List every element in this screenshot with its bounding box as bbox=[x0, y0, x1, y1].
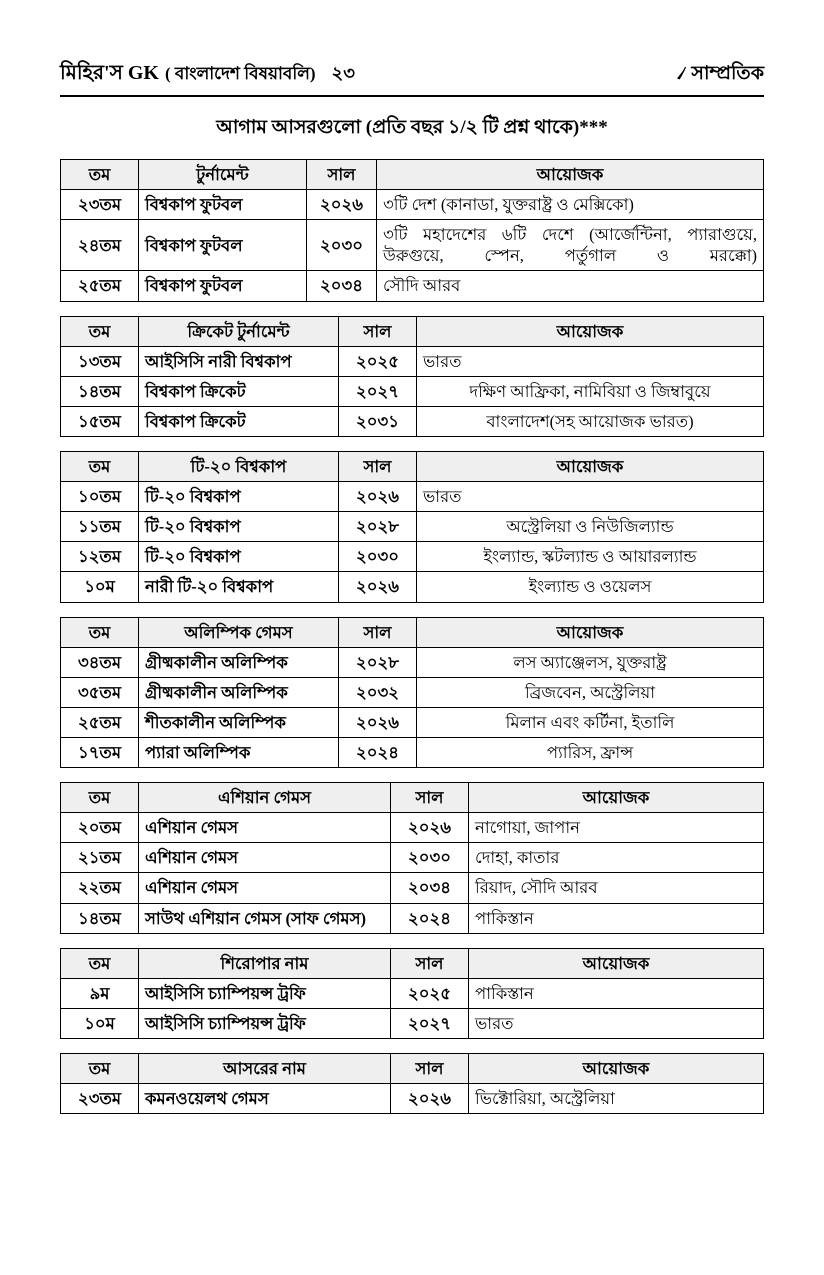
cell-name: এশিয়ান গেমস bbox=[139, 843, 391, 873]
table-t20 bbox=[60, 451, 764, 603]
table-cricket bbox=[60, 316, 764, 437]
col-header-host: আয়োজক bbox=[417, 451, 764, 481]
cell-year: ২০৩০ bbox=[391, 843, 469, 873]
col-header-name: অলিম্পিক গেমস bbox=[139, 617, 339, 647]
table-asian-games bbox=[60, 782, 764, 934]
cell-num: ১১তম bbox=[61, 512, 139, 542]
table-header-row bbox=[61, 1053, 764, 1083]
cell-year: ২০৩২ bbox=[339, 677, 417, 707]
table-row bbox=[61, 647, 764, 677]
cell-year: ২০৩৪ bbox=[391, 873, 469, 903]
cell-num: ২৫তম bbox=[61, 271, 139, 301]
table-header-row bbox=[61, 783, 764, 813]
cell-num: ৩৪তম bbox=[61, 647, 139, 677]
page-title: আগাম আসরগুলো (প্রতি বছর ১/২ টি প্রশ্ন থাকে)*** bbox=[216, 117, 608, 138]
table-champions-trophy bbox=[60, 948, 764, 1039]
col-header-name: এশিয়ান গেমস bbox=[139, 783, 391, 813]
cell-year: ২০২৫ bbox=[391, 978, 469, 1008]
cell-num: ১৩তম bbox=[61, 346, 139, 376]
cell-host: ইংল্যান্ড ও ওয়েলস bbox=[417, 572, 764, 602]
cell-num: ১৭তম bbox=[61, 737, 139, 767]
col-header-host: আয়োজক bbox=[469, 948, 764, 978]
cell-host: ইংল্যান্ড, স্কটল্যান্ড ও আয়ারল্যান্ড bbox=[417, 542, 764, 572]
cell-name: আইসিসি চ্যাম্পিয়ন্স ট্রফি bbox=[139, 1008, 391, 1038]
cell-name: বিশ্বকাপ ফুটবল bbox=[139, 271, 307, 301]
col-header-year: সাল bbox=[391, 783, 469, 813]
col-header-name: টুর্নামেন্ট bbox=[139, 160, 307, 190]
cell-num: ২৫তম bbox=[61, 707, 139, 737]
table-header-row bbox=[61, 451, 764, 481]
cell-name: এশিয়ান গেমস bbox=[139, 873, 391, 903]
cell-host: ৩টি মহাদেশের ৬টি দেশে (আর্জেন্টিনা, প্যারাগুয়ে, উরুগুয়ে, স্পেন, পর্তুগাল ও মরক্কো) bbox=[377, 220, 764, 271]
cell-year: ২০২৪ bbox=[339, 737, 417, 767]
cell-year: ২০২৪ bbox=[391, 903, 469, 933]
table-row bbox=[61, 190, 764, 220]
col-header-num: তম bbox=[61, 948, 139, 978]
col-header-year: সাল bbox=[391, 1053, 469, 1083]
cell-name: শীতকালীন অলিম্পিক bbox=[139, 707, 339, 737]
cell-year: ২০২৭ bbox=[391, 1008, 469, 1038]
cell-name: প্যারা অলিম্পিক bbox=[139, 737, 339, 767]
col-header-year: সাল bbox=[339, 451, 417, 481]
cell-year: ২০৩০ bbox=[307, 220, 377, 271]
col-header-num: তম bbox=[61, 783, 139, 813]
cell-year: ২০২৮ bbox=[339, 512, 417, 542]
cell-name: এশিয়ান গেমস bbox=[139, 813, 391, 843]
cell-year: ২০২৫ bbox=[339, 346, 417, 376]
cell-host: লস অ্যাঞ্জেলস, যুক্তরাষ্ট্র bbox=[417, 647, 764, 677]
table-row bbox=[61, 376, 764, 406]
cell-num: ৩৫তম bbox=[61, 677, 139, 707]
table-row bbox=[61, 220, 764, 271]
cell-num: ১৫তম bbox=[61, 406, 139, 436]
col-header-year: সাল bbox=[339, 316, 417, 346]
col-header-year: সাল bbox=[307, 160, 377, 190]
header-section-label: ৴ সাম্প্রতিক bbox=[676, 63, 764, 84]
table-header-row bbox=[61, 316, 764, 346]
cell-num: ১০ম bbox=[61, 1008, 139, 1038]
page-number: ২৩ bbox=[331, 63, 355, 83]
cell-host: পাকিস্তান bbox=[469, 978, 764, 1008]
col-header-num: তম bbox=[61, 160, 139, 190]
col-header-name: টি-২০ বিশ্বকাপ bbox=[139, 451, 339, 481]
cell-name: টি-২০ বিশ্বকাপ bbox=[139, 542, 339, 572]
table-commonwealth bbox=[60, 1053, 764, 1114]
cell-num: ১০তম bbox=[61, 482, 139, 512]
cell-host: বাংলাদেশ(সহ আয়োজক ভারত) bbox=[417, 406, 764, 436]
cell-host: ভারত bbox=[417, 346, 764, 376]
cell-year: ২০২৬ bbox=[307, 190, 377, 220]
table-header-row bbox=[61, 617, 764, 647]
cell-name: বিশ্বকাপ ফুটবল bbox=[139, 220, 307, 271]
cell-num: ২৩তম bbox=[61, 1084, 139, 1114]
col-header-year: সাল bbox=[339, 617, 417, 647]
table-row bbox=[61, 1084, 764, 1114]
table-football bbox=[60, 159, 764, 302]
cell-year: ২০৩৪ bbox=[307, 271, 377, 301]
cell-num: ১৪তম bbox=[61, 903, 139, 933]
cell-num: ২২তম bbox=[61, 873, 139, 903]
cell-num: ৯ম bbox=[61, 978, 139, 1008]
col-header-host: আয়োজক bbox=[469, 783, 764, 813]
table-row bbox=[61, 677, 764, 707]
cell-host: নাগোয়া, জাপান bbox=[469, 813, 764, 843]
cell-name: বিশ্বকাপ ফুটবল bbox=[139, 190, 307, 220]
table-row bbox=[61, 482, 764, 512]
table-row bbox=[61, 1008, 764, 1038]
col-header-host: আয়োজক bbox=[469, 1053, 764, 1083]
cell-year: ২০২৬ bbox=[391, 813, 469, 843]
table-row bbox=[61, 512, 764, 542]
cell-num: ১৪তম bbox=[61, 376, 139, 406]
cell-name: বিশ্বকাপ ক্রিকেট bbox=[139, 406, 339, 436]
col-header-name: ক্রিকেট টুর্নামেন্ট bbox=[139, 316, 339, 346]
col-header-name: শিরোপার নাম bbox=[139, 948, 391, 978]
cell-year: ২০২৬ bbox=[391, 1084, 469, 1114]
cell-year: ২০২৬ bbox=[339, 572, 417, 602]
table-row bbox=[61, 978, 764, 1008]
table-row bbox=[61, 903, 764, 933]
col-header-host: আয়োজক bbox=[377, 160, 764, 190]
cell-num: ২৪তম bbox=[61, 220, 139, 271]
cell-name: আইসিসি চ্যাম্পিয়ন্স ট্রফি bbox=[139, 978, 391, 1008]
book-brand: মিহির'স GK bbox=[60, 62, 159, 84]
cell-year: ২০২৬ bbox=[339, 707, 417, 737]
table-row bbox=[61, 737, 764, 767]
cell-host: দক্ষিণ আফ্রিকা, নামিবিয়া ও জিম্বাবুয়ে bbox=[417, 376, 764, 406]
cell-num: ২৩তম bbox=[61, 190, 139, 220]
cell-year: ২০৩০ bbox=[339, 542, 417, 572]
cell-name: টি-২০ বিশ্বকাপ bbox=[139, 512, 339, 542]
cell-name: গ্রীষ্মকালীন অলিম্পিক bbox=[139, 647, 339, 677]
table-row bbox=[61, 346, 764, 376]
cell-host: অস্ট্রেলিয়া ও নিউজিল্যান্ড bbox=[417, 512, 764, 542]
col-header-num: তম bbox=[61, 316, 139, 346]
cell-name: কমনওয়েলথ গেমস bbox=[139, 1084, 391, 1114]
cell-year: ২০২৭ bbox=[339, 376, 417, 406]
table-row bbox=[61, 271, 764, 301]
table-header-row bbox=[61, 948, 764, 978]
cell-year: ২০৩১ bbox=[339, 406, 417, 436]
cell-num: ১২তম bbox=[61, 542, 139, 572]
cell-year: ২০২৮ bbox=[339, 647, 417, 677]
page-header bbox=[60, 58, 764, 97]
col-header-num: তম bbox=[61, 1053, 139, 1083]
col-header-host: আয়োজক bbox=[417, 316, 764, 346]
table-row bbox=[61, 542, 764, 572]
table-row bbox=[61, 843, 764, 873]
table-row bbox=[61, 572, 764, 602]
cell-host: ৩টি দেশ (কানাডা, যুক্তরাষ্ট্র ও মেক্সিকো) bbox=[377, 190, 764, 220]
col-header-year: সাল bbox=[391, 948, 469, 978]
cell-year: ২০২৬ bbox=[339, 482, 417, 512]
book-subtitle: ( বাংলাদেশ বিষয়াবলি) bbox=[164, 64, 316, 83]
table-row bbox=[61, 707, 764, 737]
cell-host: ভারত bbox=[469, 1008, 764, 1038]
table-row bbox=[61, 813, 764, 843]
col-header-num: তম bbox=[61, 451, 139, 481]
table-row bbox=[61, 873, 764, 903]
cell-name: গ্রীষ্মকালীন অলিম্পিক bbox=[139, 677, 339, 707]
cell-host: পাকিস্তান bbox=[469, 903, 764, 933]
table-row bbox=[61, 406, 764, 436]
col-header-num: তম bbox=[61, 617, 139, 647]
cell-host: ব্রিজবেন, অস্ট্রেলিয়া bbox=[417, 677, 764, 707]
cell-host: রিয়াদ, সৌদি আরব bbox=[469, 873, 764, 903]
col-header-name: আসরের নাম bbox=[139, 1053, 391, 1083]
cell-name: সাউথ এশিয়ান গেমস (সাফ গেমস) bbox=[139, 903, 391, 933]
cell-num: ২১তম bbox=[61, 843, 139, 873]
cell-name: আইসিসি নারী বিশ্বকাপ bbox=[139, 346, 339, 376]
cell-num: ১০ম bbox=[61, 572, 139, 602]
cell-host: ভারত bbox=[417, 482, 764, 512]
cell-num: ২০তম bbox=[61, 813, 139, 843]
cell-host: মিলান এবং কর্টিনা, ইতালি bbox=[417, 707, 764, 737]
table-olympic bbox=[60, 617, 764, 769]
cell-host: দোহা, কাতার bbox=[469, 843, 764, 873]
cell-host: প্যারিস, ফ্রান্স bbox=[417, 737, 764, 767]
col-header-host: আয়োজক bbox=[417, 617, 764, 647]
cell-name: বিশ্বকাপ ক্রিকেট bbox=[139, 376, 339, 406]
cell-host: সৌদি আরব bbox=[377, 271, 764, 301]
header-left bbox=[60, 58, 355, 91]
cell-name: নারী টি-২০ বিশ্বকাপ bbox=[139, 572, 339, 602]
table-header-row bbox=[61, 160, 764, 190]
cell-host: ভিক্টোরিয়া, অস্ট্রেলিয়া bbox=[469, 1084, 764, 1114]
cell-name: টি-২০ বিশ্বকাপ bbox=[139, 482, 339, 512]
